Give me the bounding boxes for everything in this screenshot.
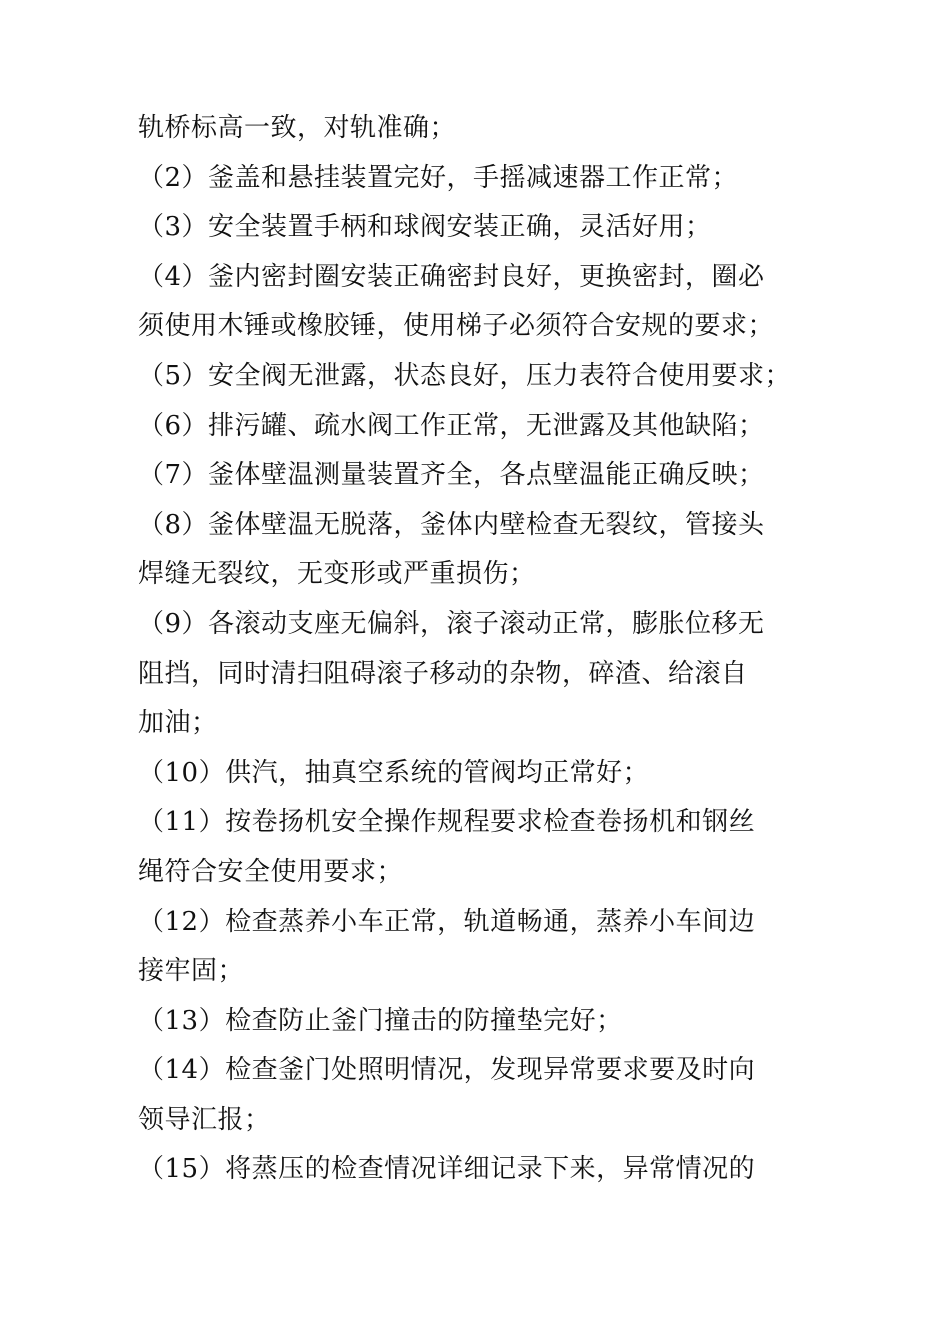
text-line: （5）安全阀无泄露，状态良好，压力表符合使用要求； [138,360,792,391]
text-line: （8）釜体壁温无脱落，釜体内壁检查无裂纹，管接头 [138,509,765,540]
text-line: （4）釜内密封圈安装正确密封良好，更换密封，圈必 [138,261,765,292]
text-line: （12）检查蒸养小车正常，轨道畅通，蒸养小车间边 [138,906,756,937]
text-line: 绳符合安全使用要求； [138,856,404,887]
text-line: （15）将蒸压的检查情况详细记录下来，异常情况的 [138,1154,756,1185]
text-line: （2）釜盖和悬挂装置完好，手摇减速器工作正常； [138,162,739,193]
text-line: 阻挡，同时清扫阻碍滚子移动的杂物，碎渣、给滚自 [138,658,748,689]
text-line: 须使用木锤或橡胶锤，使用梯子必须符合安规的要求； [138,311,775,342]
text-line: （13）检查防止釜门撞击的防撞垫完好； [138,1005,623,1036]
text-line: （3）安全装置手柄和球阀安装正确，灵活好用； [138,212,712,243]
text-line: 加油； [138,708,218,739]
text-line: 焊缝无裂纹，无变形或严重损伤； [138,559,536,590]
text-line: （9）各滚动支座无偏斜，滚子滚动正常，膨胀位移无 [138,608,765,639]
text-line: 轨桥标高一致，对轨准确； [138,113,457,143]
text-line: （11）按卷扬机安全操作规程要求检查卷扬机和钢丝 [138,807,756,838]
text-line: （10）供汽，抽真空系统的管阀均正常好； [138,757,650,788]
text-line: （7）釜体壁温测量装置齐全，各点壁温能正确反映； [138,460,765,491]
document-body [138,104,838,1195]
text-line: （6）排污罐、疏水阀工作正常，无泄露及其他缺陷； [138,410,765,441]
text-line: （14）检查釜门处照明情况，发现异常要求要及时向 [138,1055,756,1086]
text-line: 领导汇报； [138,1104,271,1135]
text-line: 接牢固； [138,956,245,987]
